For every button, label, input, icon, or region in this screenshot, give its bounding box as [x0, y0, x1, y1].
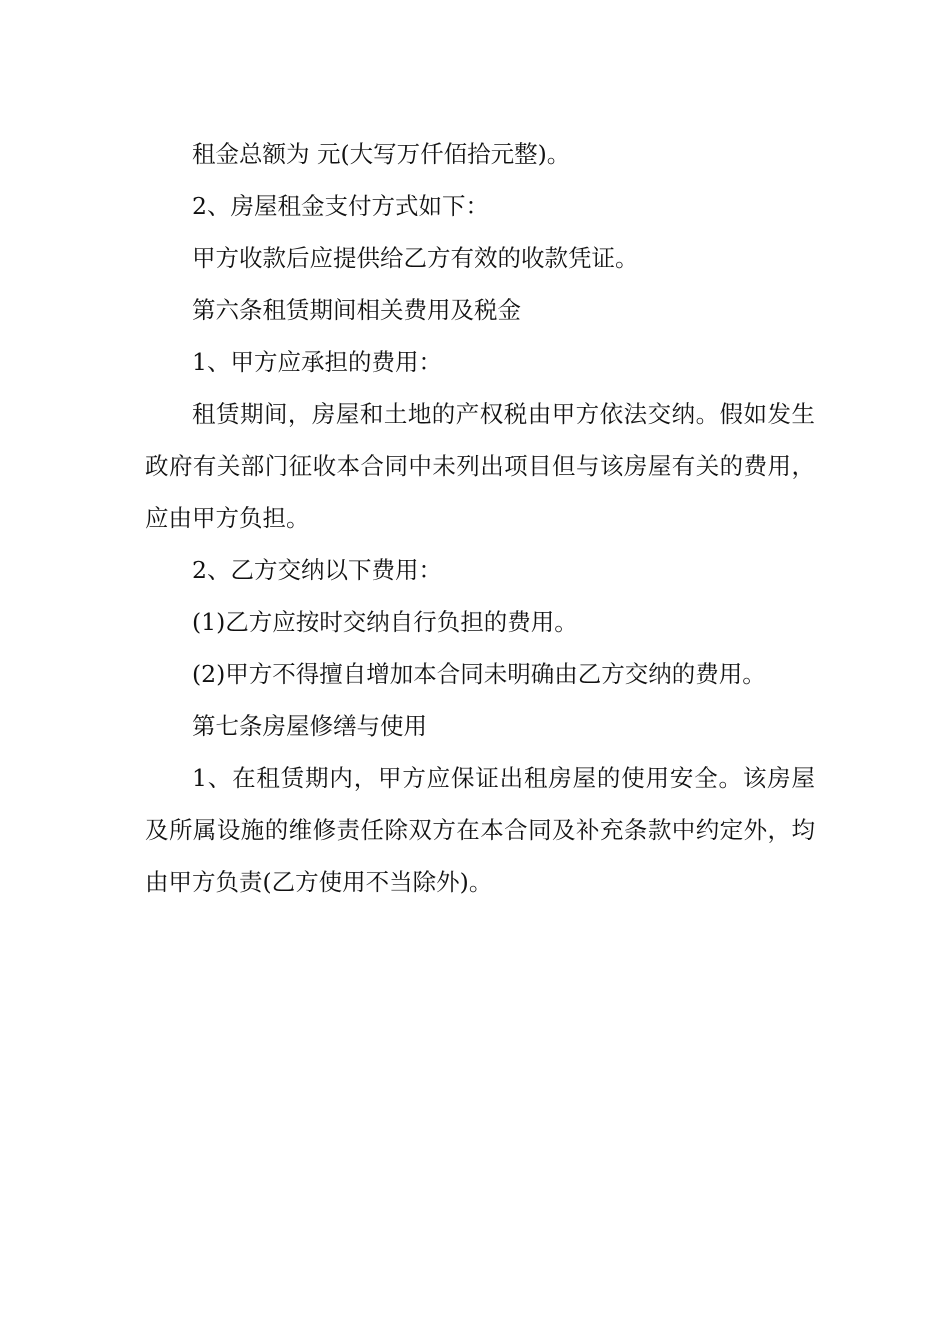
paragraph-party-b-fees-item-2: (2)甲方不得擅自增加本合同未明确由乙方交纳的费用。	[192, 660, 766, 688]
paragraph-party-b-fees-heading: 2、乙方交纳以下费用：	[192, 556, 442, 584]
article-6-heading: 第六条租赁期间相关费用及税金	[192, 296, 521, 324]
paragraph-party-a-fees-body: 租赁期间，房屋和土地的产权税由甲方依法交纳。假如发生政府有关部门征收本合同中未列出项目但与该房屋有关的费用，应由甲方负担。	[145, 400, 815, 532]
paragraph-receipt: 甲方收款后应提供给乙方有效的收款凭证。	[192, 244, 639, 272]
document-body	[145, 128, 815, 908]
paragraph-party-a-fees-heading: 1、甲方应承担的费用：	[192, 348, 442, 376]
paragraph-rent-total: 租金总额为 元(大写万仟佰拾元整)。	[192, 140, 571, 168]
paragraph-payment-method: 2、房屋租金支付方式如下：	[192, 192, 489, 220]
paragraph-party-b-fees-item-1: (1)乙方应按时交纳自行负担的费用。	[192, 608, 578, 636]
paragraph-repair-responsibility: 1、在租赁期内，甲方应保证出租房屋的使用安全。该房屋及所属设施的维修责任除双方在本合同及补充条款中约定外，均由甲方负责(乙方使用不当除外)。	[145, 764, 815, 896]
article-7-heading: 第七条房屋修缮与使用	[192, 712, 427, 740]
